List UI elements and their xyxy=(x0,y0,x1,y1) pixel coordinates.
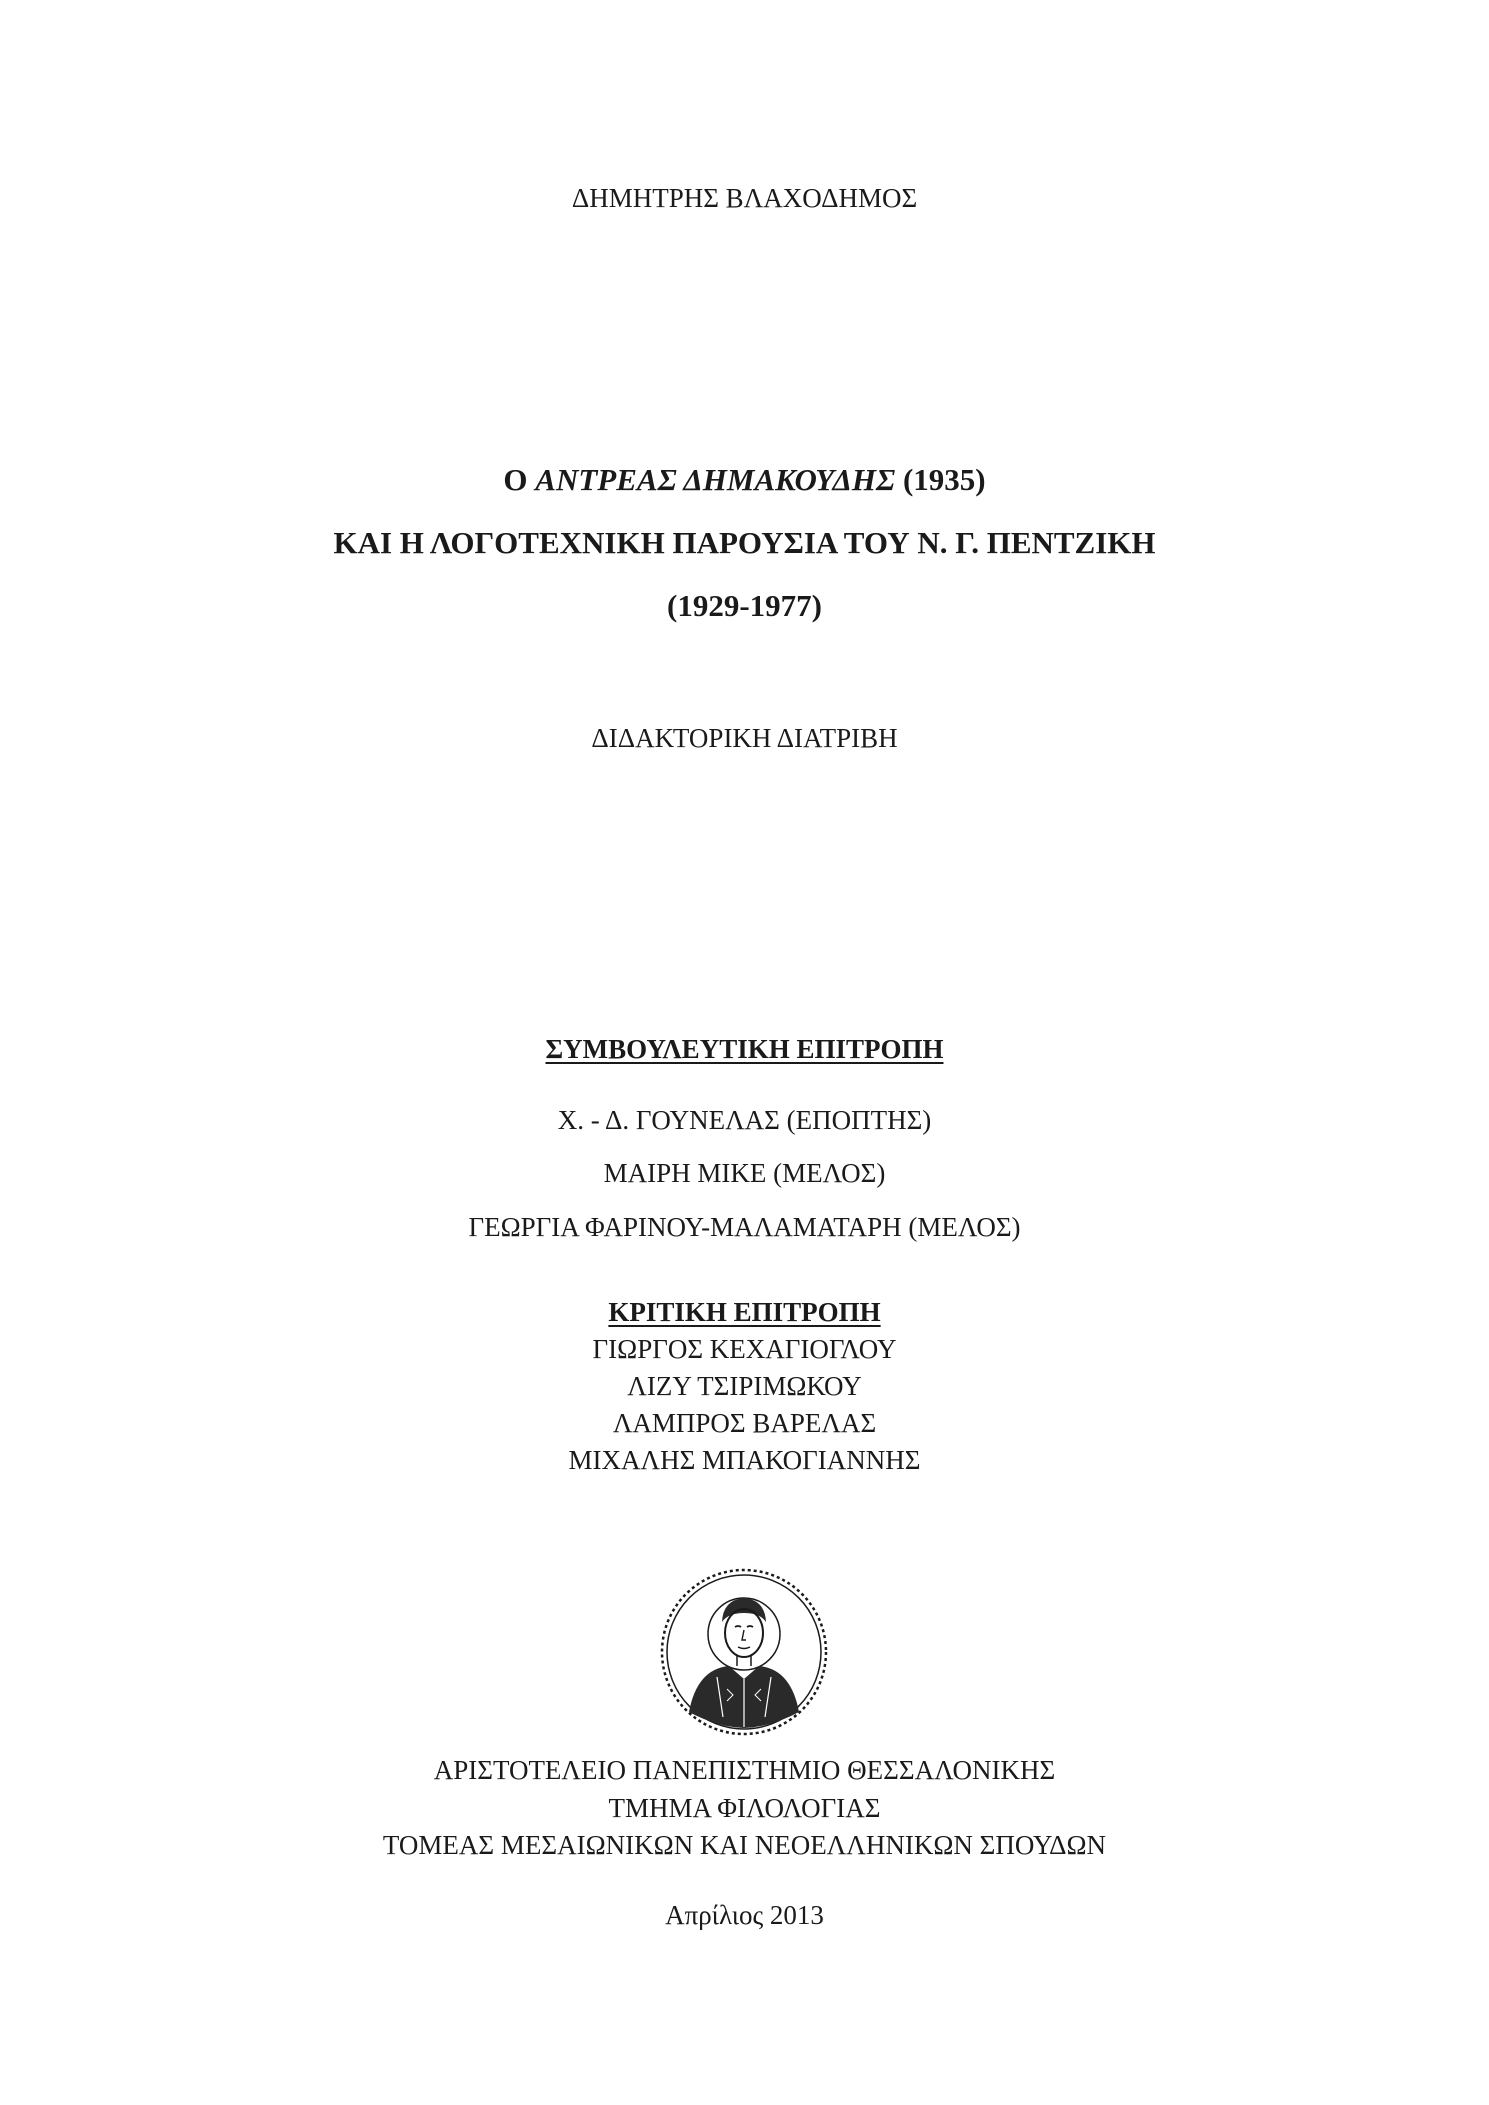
document-type: ΔΙΔΑΚΤΟΡΙΚΗ ΔΙΑΤΡΙΒΗ xyxy=(591,723,898,753)
department-name: ΤΜΗΜΑ ΦΙΛΟΛΟΓΙΑΣ xyxy=(608,1793,881,1823)
university-seal-icon xyxy=(659,1567,829,1737)
examining-member: ΛΑΜΠΡΟΣ ΒΑΡΕΛΑΣ xyxy=(612,1408,877,1438)
advisory-member: ΓΕΩΡΓΙΑ ΦΑΡΙΝΟΥ-ΜΑΛΑΜΑΤΑΡΗ (ΜΕΛΟΣ) xyxy=(468,1212,1021,1242)
section-name: ΤΟΜΕΑΣ ΜΕΣΑΙΩΝΙΚΩΝ ΚΑΙ ΝΕΟΕΛΛΗΝΙΚΩΝ ΣΠΟΥΔΩΝ xyxy=(382,1830,1107,1860)
advisory-member: Χ. - Δ. ΓΟΥΝΕΛΑΣ (ΕΠΟΠΤΗΣ) xyxy=(557,1105,932,1135)
university-name: ΑΡΙΣΤΟΤΕΛΕΙΟ ΠΑΝΕΠΙΣΤΗΜΙΟ ΘΕΣΣΑΛΟΝΙΚΗΣ xyxy=(433,1755,1056,1785)
advisory-member: ΜΑΙΡΗ ΜΙΚΕ (ΜΕΛΟΣ) xyxy=(603,1158,886,1188)
advisory-committee-heading: ΣΥΜΒΟΥΛΕΥΤΙΚΗ ΕΠΙΤΡΟΠΗ xyxy=(545,1034,944,1064)
title-line-3: (1929-1977) xyxy=(667,588,822,623)
title-prefix: Ο xyxy=(503,462,536,497)
date: Απρίλιος 2013 xyxy=(665,1900,824,1930)
examining-member: ΜΙΧΑΛΗΣ ΜΠΑΚΟΓΙΑΝΝΗΣ xyxy=(568,1445,921,1475)
title-italic-work: ΑΝΤΡΕΑΣ ΔΗΜΑΚΟΥΔΗΣ xyxy=(535,462,896,497)
title-line-2: ΚΑΙ Η ΛΟΓΟΤΕΧΝΙΚΗ ΠΑΡΟΥΣΙΑ ΤΟΥ Ν. Γ. ΠΕΝΤΖΙΚΗ xyxy=(333,525,1156,560)
author-name: ΔΗΜΗΤΡΗΣ ΒΛΑΧΟΔΗΜΟΣ xyxy=(571,183,918,213)
title-year: (1935) xyxy=(895,462,986,497)
examining-committee-heading: ΚΡΙΤΙΚΗ ΕΠΙΤΡΟΠΗ xyxy=(608,1297,881,1327)
title-line-1 xyxy=(0,464,1489,495)
examining-member: ΓΙΩΡΓΟΣ ΚΕΧΑΓΙΟΓΛΟΥ xyxy=(592,1334,897,1364)
examining-member: ΛΙΖΥ ΤΣΙΡΙΜΩΚΟΥ xyxy=(627,1371,862,1401)
